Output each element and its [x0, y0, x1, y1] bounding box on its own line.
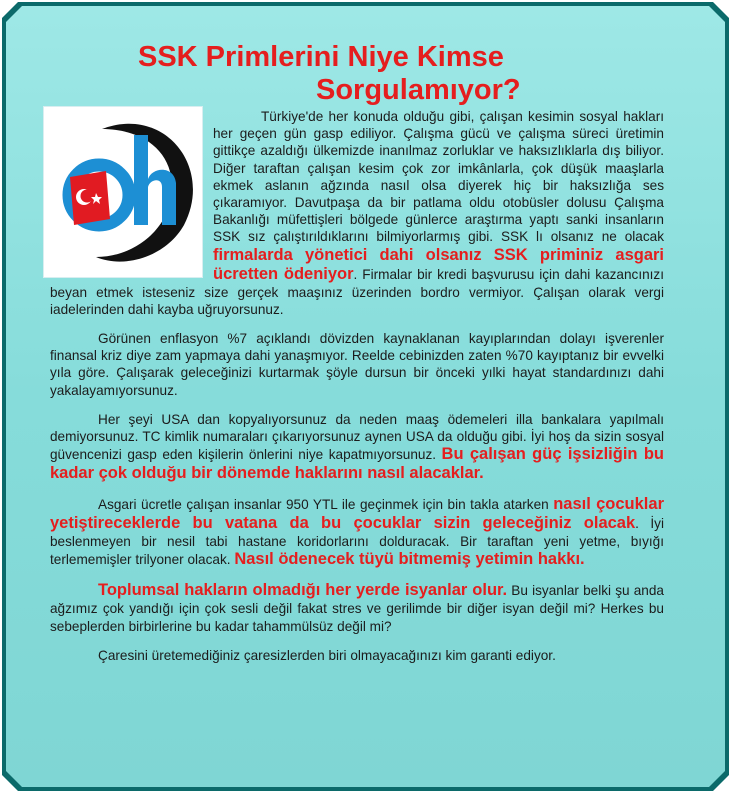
paragraph-2-text: Görünen enflasyon %7 açıklandı dövizden kaynaklanan kayıplarından dolayı işverenler finansal kriz diye zam yapmaya dahi yanaşmıyor. Reelde cebinizden zaten %70 kayıptanız bir evvelki yıla göre. Çalışarak geleceğinizi kurtarmak şöyle dursun bir önceki yılki hayat standardınızı dahi yakalayamıyorsunuz.	[50, 331, 664, 398]
paragraph-6	[50, 647, 664, 664]
paragraph-4-highlight-end: Nasıl ödenecek tüyü bitmemiş yetimin hakkı.	[234, 550, 585, 569]
page-title	[50, 40, 664, 108]
dh-logo	[43, 106, 203, 278]
paragraph-5-text: Bu isyanlar belki şu anda ağzımız çok yandığı için çok sesli değil fakat stres ve gerilimde bir diğer isyan değil mi? Herkes bu sebeplerden birbirlerine bu kadar tahammülsüz değil mi?	[50, 583, 664, 634]
title-line-1: SSK Primlerini Niye Kimse	[138, 41, 504, 73]
paragraph-4-highlight: nasıl çocuklar yetiştireceklerde bu vatana da bu çocuklar sizin geleceğiniz olacak	[50, 495, 664, 533]
paragraph-4	[50, 495, 664, 569]
paragraph-6-text: Çaresini üretemediğiniz çaresizlerden biri olmayacağınızı kim garanti ediyor.	[98, 647, 556, 663]
paragraph-1-text-end: . Firmalar bir kredi başvurusu için dahi kazancınızı beyan etmek isteseniz size gerçek maaşınız üzerinden bordro vermiyor. Çalışan olarak vergi iadelerinden dahi kayba uğruyorsunuz.	[50, 266, 665, 317]
title-line-2: Sorgulamıyor?	[316, 74, 521, 106]
paragraph-4-text-mid: . İyi beslenmeyen bir nesil tabi hastane koridorlarını dolduracak. Bir taraftan yeni yetme, bıyığı terlememişler trilyoner olacak.	[50, 516, 664, 568]
paragraph-1-text: Türkiye'de her konuda olduğu gibi, çalışan kesimin sosyal hakları her geçen gün gasp ediliyor. Çalışma gücü ve çalışma süreci üretimin gittikçe azaldığı ülkemizde inanılmaz zorluklar ve haksızlıklarla dış biliyor. Diğer taraftan çalışan kesim çok zor imkânlarla, çok düşük maaşlarla ekmek aslanın ağzında nasıl olsa diyerek hiç bir haksızlığa ses çıkaramıyor. Davutpaşa da bir patlama oldu otobüsler dolusu Çalışma Bakanlığı müfettişleri bölgede günlerce araştırma yaptı sanki insanların SSK sız çalıştırıldıklarını bilmiyorlarmış gibi. SSK lı olsanız ne olacak	[213, 109, 664, 245]
paragraph-4-text: Asgari ücretle çalışan insanlar 950 YTL ile geçinmek için bin takla atarken	[98, 497, 554, 513]
paragraph-5	[50, 581, 664, 634]
article	[50, 40, 664, 676]
paragraph-3-highlight: Bu çalışan güç işsizliğin bu kadar çok olduğu bir dönemde haklarını nasıl alacaklar.	[50, 445, 664, 483]
paragraph-3-text: Her şeyi USA dan kopyalıyorsunuz da neden maaş ödemeleri illa bankalara yapılmalı demiyorsunuz. TC kimlik numaraları çıkarıyorsunuz aynen USA da olduğu gibi. İyi hoş da sizin sosyal güvencenizi gasp eden kişilerin önlerini niye kapatmıyorsunuz.	[50, 411, 664, 463]
paragraph-1-highlight: firmalarda yönetici dahi olsanız SSK priminiz asgari ücretten ödeniyor	[213, 245, 664, 283]
paragraph-2	[50, 330, 664, 399]
logo-graphic	[44, 107, 202, 277]
paragraph-3	[50, 411, 664, 483]
paragraph-5-highlight: Toplumsal hakların olmadığı her yerde isyanlar olur.	[98, 581, 508, 600]
